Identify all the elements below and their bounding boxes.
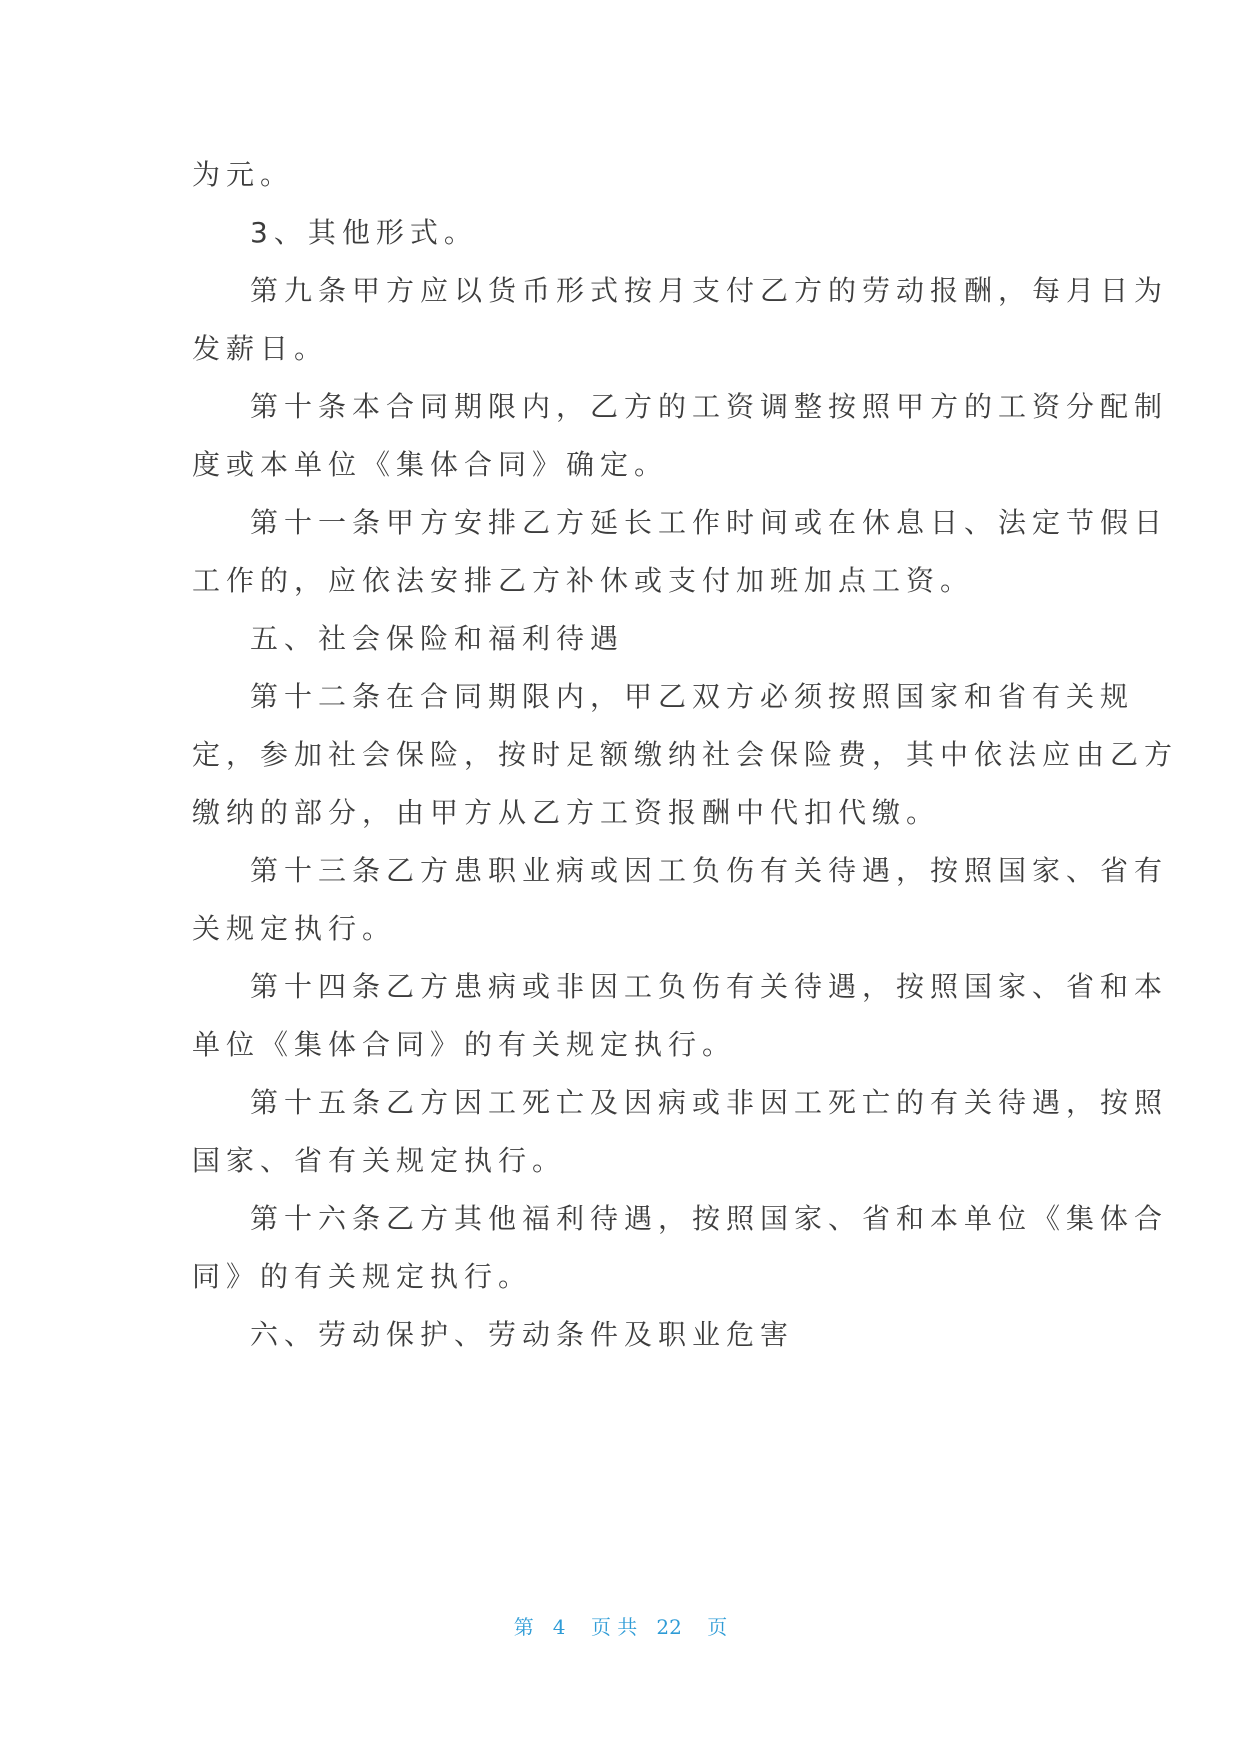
text-line: 第十三条乙方患职业病或因工负伤有关待遇，按照国家、省有	[250, 854, 1169, 887]
current-page-number: 4	[552, 1615, 566, 1639]
text-line: 国家、省有关规定执行。	[192, 1144, 567, 1177]
text-line: 第十四条乙方患病或非因工负伤有关待遇，按照国家、省和本	[250, 970, 1169, 1003]
footer-middle: 页 共	[590, 1615, 638, 1639]
text-line: 单位《集体合同》的有关规定执行。	[192, 1028, 737, 1061]
text-line: 第十六条乙方其他福利待遇，按照国家、省和本单位《集体合	[250, 1202, 1169, 1235]
page-footer	[0, 1612, 1241, 1642]
text-line: 第九条甲方应以货币形式按月支付乙方的劳动报酬，每月日为	[250, 274, 1169, 307]
text-line: 3、其他形式。	[250, 216, 478, 249]
total-pages-number: 22	[656, 1615, 682, 1639]
text-line: 定，参加社会保险，按时足额缴纳社会保险费，其中依法应由乙方	[192, 738, 1179, 771]
footer-suffix: 页	[707, 1615, 728, 1639]
section-heading: 六、劳动保护、劳动条件及职业危害	[250, 1318, 795, 1351]
text-line: 工作的，应依法安排乙方补休或支付加班加点工资。	[192, 564, 975, 597]
text-line: 第十五条乙方因工死亡及因病或非因工死亡的有关待遇，按照	[250, 1086, 1169, 1119]
text-line: 关规定执行。	[192, 912, 397, 945]
text-line: 第十一条甲方安排乙方延长工作时间或在休息日、法定节假日	[250, 506, 1169, 539]
text-line: 第十条本合同期限内，乙方的工资调整按照甲方的工资分配制	[250, 390, 1169, 423]
text-line: 为元。	[192, 158, 295, 191]
text-line: 同》的有关规定执行。	[192, 1260, 533, 1293]
section-heading: 五、社会保险和福利待遇	[250, 622, 625, 655]
text-line: 度或本单位《集体合同》确定。	[192, 448, 669, 481]
text-line: 发薪日。	[192, 332, 329, 365]
text-line: 第十二条在合同期限内，甲乙双方必须按照国家和省有关规	[250, 680, 1135, 713]
footer-prefix: 第	[513, 1615, 534, 1639]
text-line: 缴纳的部分，由甲方从乙方工资报酬中代扣代缴。	[192, 796, 941, 829]
